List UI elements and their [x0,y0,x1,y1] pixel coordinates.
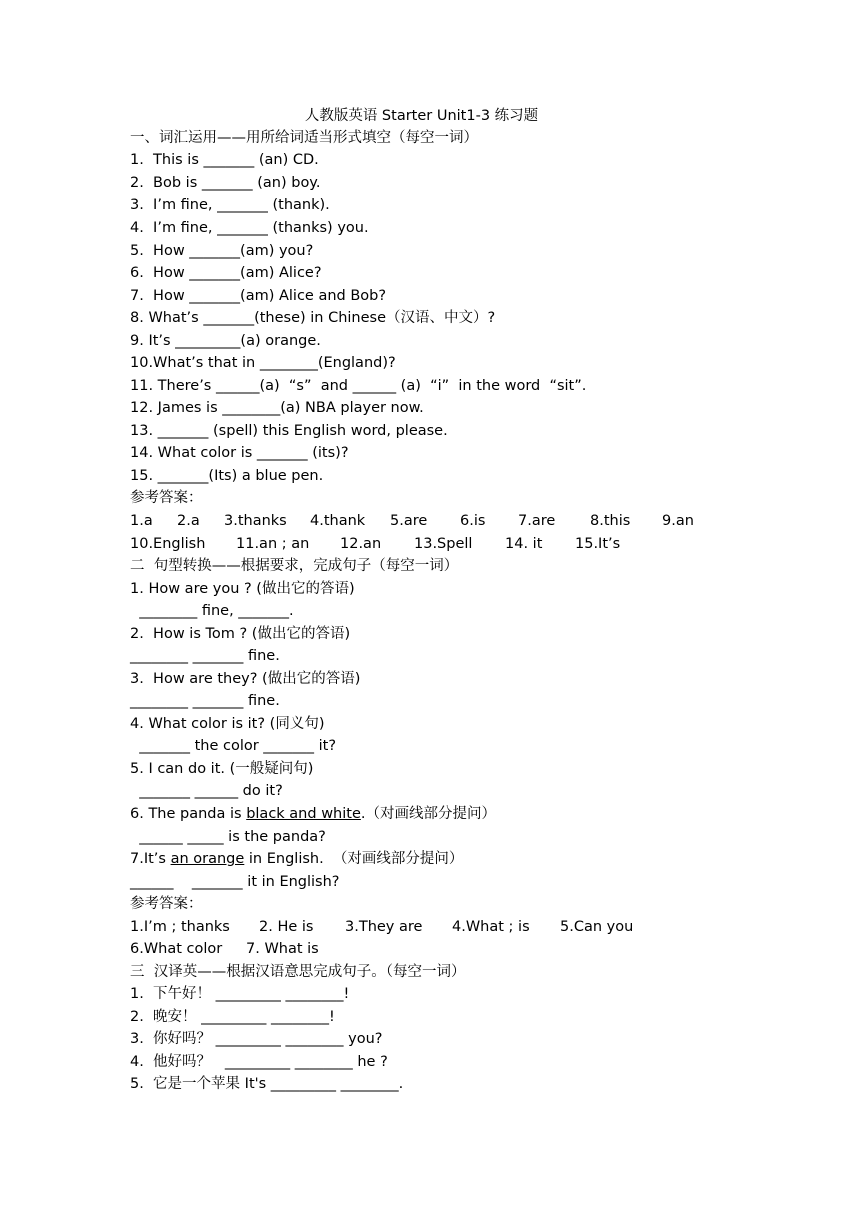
answer: 15.It’s [575,536,621,552]
document-title: 人教版英语 Starter Unit1-3 练习题 [304,108,539,124]
section2-question: 4. What color is it? (同义句) [130,716,325,732]
section2-blank-line: _______ the color _______ it? [130,738,337,754]
question-text: in English. （对画线部分提问） [244,851,464,867]
answer: 14. it [505,536,543,552]
section2-blank-line: ________ fine, _______. [130,603,294,619]
answer: 13.Spell [414,536,473,552]
section1-item: 14. What color is _______ (its)? [130,445,349,461]
section2-blank-line: ______ _____ is the panda? [130,829,326,845]
answer: 6.is [460,513,486,529]
section3-item: 2. 晚安！ _________ ________! [130,1009,335,1025]
answer-heading: 参考答案： [130,896,203,912]
section2-question [130,848,830,870]
section1-item: 5. How _______(am) you? [130,243,314,259]
section1-item: 6. How _______(am) Alice? [130,265,322,281]
underlined-phrase: an orange [170,851,245,867]
question-text: 6. The panda is [130,806,247,822]
answer: 4.What ; is [452,919,530,935]
section2-question [130,803,830,825]
section2-question: 1. How are you ? (做出它的答语) [130,581,355,597]
section1-item: 4. I’m fine, _______ (thanks) you. [130,220,369,236]
answer-heading: 参考答案： [130,490,203,506]
section3-item: 5. 它是一个苹果 It's _________ ________. [130,1076,404,1092]
section2-blank-line: ________ _______ fine. [130,648,280,664]
section2-blank-line: ________ _______ fine. [130,693,280,709]
underlined-phrase: black and white [246,806,361,822]
section2-blank-line: ______ _______ it in English? [130,874,340,890]
answer: 2. He is [259,919,314,935]
section1-item: 7. How _______(am) Alice and Bob? [130,288,387,304]
answer: 2.a [177,513,200,529]
section1-item: 8. What’s _______(these) in Chinese（汉语、中文）? [130,310,496,326]
section1-item: 9. It’s _________(a) orange. [130,333,321,349]
section1-item: 1. This is _______ (an) CD. [130,152,319,168]
answer: 8.this [590,513,631,529]
answer: 1.a [130,513,153,529]
section1-item: 10.What’s that in ________(England)? [130,355,396,371]
section1-item: 12. James is ________(a) NBA player now. [130,400,424,416]
section3-item: 3. 你好吗？ _________ ________ you? [130,1031,383,1047]
section3-item: 4. 他好吗？ _________ ________ he ? [130,1054,388,1070]
section3-item: 1. 下午好！ _________ ________! [130,986,350,1002]
section1-heading: 一、词汇运用——用所给词适当形式填空（每空一词） [130,130,478,146]
answer: 10.English [130,536,206,552]
section1-item: 2. Bob is _______ (an) boy. [130,175,321,191]
section2-question: 2. How is Tom ? (做出它的答语) [130,626,351,642]
section2-heading: 二 句型转换——根据要求，完成句子（每空一词） [130,558,459,574]
answer: 5.Can you [560,919,634,935]
answer: 1.I’m ; thanks [130,919,230,935]
question-text: .（对画线部分提问） [360,806,496,822]
section1-item: 15. _______(Its) a blue pen. [130,468,324,484]
section1-item: 11. There’s ______(a) “s” and ______ (a) “i” in the word “sit”. [130,378,587,394]
answer: 3.thanks [224,513,287,529]
answer: 7.are [518,513,556,529]
section2-question: 3. How are they? (做出它的答语) [130,671,361,687]
section2-blank-line: _______ ______ do it? [130,783,283,799]
answer: 7. What is [246,941,319,957]
answer: 9.an [662,513,694,529]
answer: 11.an ; an [236,536,310,552]
answer: 6.What color [130,941,223,957]
answer: 12.an [340,536,382,552]
answer: 5.are [390,513,428,529]
section3-heading: 三 汉译英——根据汉语意思完成句子。（每空一词） [130,964,466,980]
answer: 3.They are [345,919,423,935]
answer: 4.thank [310,513,366,529]
section1-item: 3. I’m fine, _______ (thank). [130,197,330,213]
section2-question: 5. I can do it. (一般疑问句) [130,761,314,777]
section1-item: 13. _______ (spell) this English word, please. [130,423,448,439]
question-text: 7.It’s [130,851,171,867]
